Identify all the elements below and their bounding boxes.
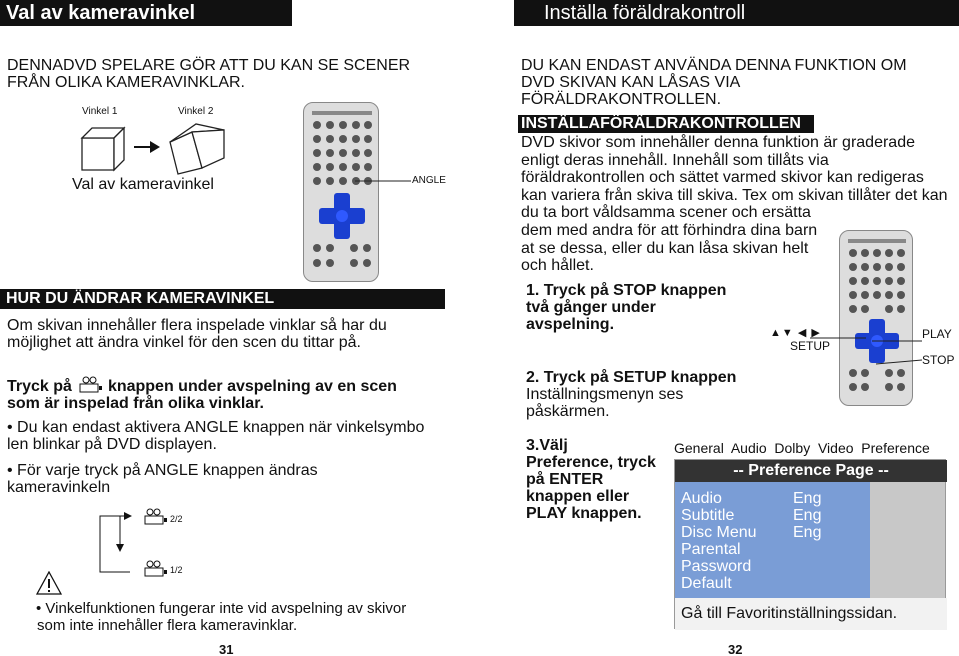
rpara-line-7: at se dessa, eller du kan låsa skivan helt: [521, 239, 809, 257]
step3-line-1: 3.Välj: [526, 437, 568, 454]
angle-pointer-line: [355, 176, 415, 186]
menu-row-subtitle[interactable]: [681, 507, 821, 524]
left-intro: [7, 57, 447, 91]
right-page-number: 32: [728, 642, 743, 656]
arrow-right-icon: [134, 141, 160, 153]
step2-heading: 2. Tryck på SETUP knappen: [526, 369, 737, 386]
rintro-line-2: DVD SKIVAN KAN LÅSAS VIA: [521, 74, 741, 91]
menu-row-audio[interactable]: [681, 490, 821, 507]
angle-caption: Val av kameravinkel: [72, 176, 214, 193]
setup-menu: [674, 459, 946, 629]
rintro-line-1: DU KAN ENDAST ANVÄNDA DENNA FUNKTION OM: [521, 57, 907, 74]
rpara-line-5: du ta bort våldsamma scener och ersätta: [521, 204, 811, 222]
bullet2-line-2: kameravinkeln: [7, 479, 111, 496]
step-1: [526, 282, 756, 333]
bullet1-line-2: len blinkar på DVD displayen.: [7, 436, 217, 453]
step2-line-2: Inställningsmenyn ses: [526, 386, 684, 403]
right-intro: [521, 57, 951, 108]
osd-angle-1: 1/2: [170, 565, 183, 575]
bullet2-line-1: • För varje tryck på ANGLE knappen ändras: [7, 462, 318, 479]
intro-line-2: FRÅN OLIKA KAMERAVINKLAR.: [7, 74, 245, 91]
rpara-line-6: dem med andra för att förhindra dina barn: [521, 221, 818, 239]
rpara-line-4: kan variera från skiva till skiva. Tex om skivan tillåter det kan: [521, 186, 948, 204]
left-title: Val av kameravinkel: [0, 0, 292, 26]
tryck-line-2: som är inspelad från olika vinklar.: [7, 395, 264, 412]
rpara-line-8: och hållet.: [521, 257, 594, 275]
tryck-instruction: [7, 378, 447, 412]
menu-row-label: Subtitle: [681, 507, 735, 524]
menu-row-label: Disc Menu: [681, 524, 757, 541]
setup-label: SETUP: [790, 339, 831, 353]
menu-row-label: Audio: [681, 490, 722, 507]
bullet-2: [7, 462, 447, 496]
step3-line-5: PLAY knappen.: [526, 505, 642, 522]
menu-header: -- Preference Page --: [675, 460, 947, 482]
angle-button-icon: [72, 376, 108, 392]
angle-1-label: Vinkel 1: [82, 106, 118, 117]
stop-label: STOP: [922, 353, 955, 367]
tryck-suffix: knappen under avspelning av en scen: [107, 378, 397, 395]
menu-tabs: General Audio Dolby Video Preference: [674, 440, 930, 456]
rpara-line-1: DVD skivor som innehåller denna funktion är graderade: [521, 134, 915, 151]
menu-footer: Gå till Favoritinställningssidan.: [675, 598, 947, 630]
remote-buttons-icon: [304, 103, 380, 283]
right-title: Inställa föräldrakontroll: [514, 0, 959, 26]
angle-2-label: Vinkel 2: [178, 106, 214, 117]
step1-line-1: 1. Tryck på STOP knappen: [526, 282, 727, 299]
bullet-1: [7, 419, 447, 453]
menu-row-value: Eng: [793, 524, 822, 541]
intro-line-1: DENNADVD SPELARE GÖR ATT DU KAN SE SCENER: [7, 57, 411, 74]
note-line-1: • Vinkelfunktionen fungerar inte vid avspelning av skivor: [36, 600, 407, 617]
step3-line-3: på ENTER: [526, 471, 604, 488]
note-line-2: som inte innehåller flera kameravinklar.: [37, 617, 298, 634]
menu-row-parental[interactable]: Parental: [681, 541, 741, 558]
arrow-keys-label: ▲▼ ◀ ▶: [770, 327, 821, 339]
remote-control-illustration: [303, 102, 379, 282]
osd-angle-2: 2/2: [170, 514, 183, 524]
bullet1-line-1: • Du kan endast aktivera ANGLE knappen när vinkelsymbo: [7, 419, 425, 436]
remote-pointer-lines: [810, 330, 925, 370]
left-section-heading: HUR DU ÄNDRAR KAMERAVINKEL: [0, 289, 445, 309]
rpara-line-2: enligt deras innehåll. Innehåll som tillåts via: [521, 151, 829, 169]
step1-line-2: två gånger under: [526, 299, 656, 316]
step3-line-4: knappen eller: [526, 488, 630, 505]
right-section-heading: INSTÄLLAFÖRÄLDRAKONTROLLEN: [518, 115, 814, 133]
rintro-line-3: FÖRÄLDRAKONTROLLEN.: [521, 91, 722, 108]
menu-row-default[interactable]: Default: [681, 575, 732, 592]
warning-triangle-icon: [36, 571, 62, 595]
rpara-line-3: föräldrakontrollen och sättet varmed skivor kan redigeras: [521, 169, 924, 187]
step-2: [526, 369, 766, 420]
remote-buttons-icon-2: [840, 231, 914, 407]
menu-row-disc-menu[interactable]: [681, 524, 821, 541]
menu-row-value: Eng: [793, 490, 822, 507]
step1-line-3: avspelning.: [526, 316, 615, 333]
angle-2-cube-icon: [166, 120, 228, 176]
left-note: [36, 600, 446, 634]
step3-line-2: Preference, tryck: [526, 454, 656, 471]
tryck-line-1: [7, 378, 447, 395]
remote-control-illustration-2: [839, 230, 913, 406]
angle-1-cube-icon: [78, 124, 128, 172]
menu-row-password[interactable]: Password: [681, 558, 752, 575]
para-line-1: Om skivan innehåller flera inspelade vinklar så har du: [7, 317, 387, 334]
play-label: PLAY: [922, 327, 952, 341]
menu-row-value: Eng: [793, 507, 822, 524]
tryck-prefix: Tryck på: [7, 378, 72, 395]
para-line-2: möjlighet att ändra vinkel för den scen du tittar på.: [7, 334, 361, 351]
left-page-number: 31: [219, 642, 234, 656]
step2-line-3: påskärmen.: [526, 403, 610, 420]
angle-remote-label: ANGLE: [412, 175, 446, 186]
step-3: [526, 437, 676, 522]
left-para: [7, 317, 447, 351]
